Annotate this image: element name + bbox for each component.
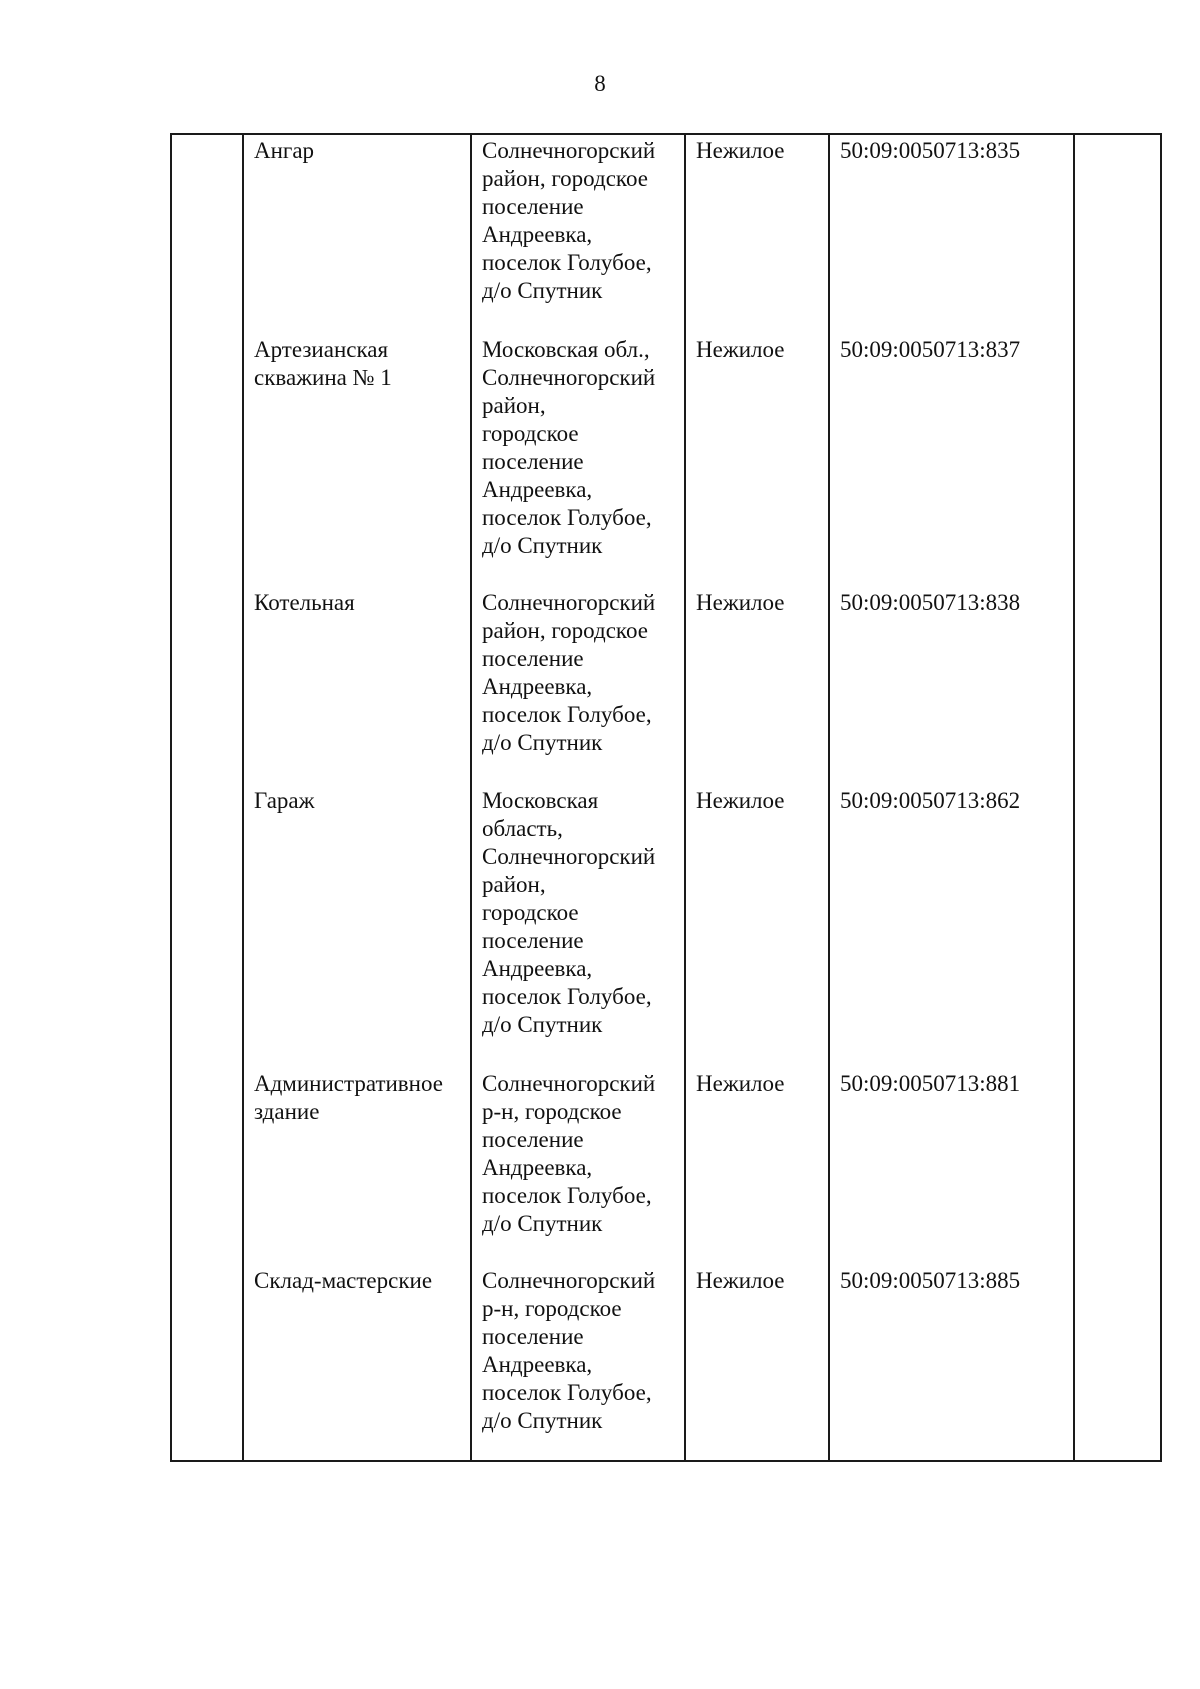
extra-cell bbox=[1074, 1068, 1161, 1265]
address-line: Солнечногорский bbox=[482, 365, 656, 390]
address-line: район, bbox=[482, 872, 546, 897]
address-line: поселение bbox=[482, 449, 584, 474]
cadastral-number: 50:09:0050713:835 bbox=[840, 138, 1021, 163]
object-type: Нежилое bbox=[696, 337, 785, 362]
row-number-cell bbox=[171, 785, 243, 1068]
address-line: Андреевка, bbox=[482, 477, 593, 502]
object-type: Нежилое bbox=[696, 138, 785, 163]
object-type-cell bbox=[685, 1265, 829, 1461]
row-number-cell bbox=[171, 134, 243, 334]
cadastral-cell bbox=[829, 134, 1074, 334]
cadastral-cell bbox=[829, 334, 1074, 587]
address-line: Солнечногорский bbox=[482, 590, 656, 615]
address-cell bbox=[471, 785, 685, 1068]
object-name-cell bbox=[243, 587, 471, 785]
address-cell bbox=[471, 134, 685, 334]
address-line: поселение bbox=[482, 1324, 584, 1349]
address-line: Андреевка, bbox=[482, 1352, 593, 1377]
address-line: поселение bbox=[482, 1127, 584, 1152]
address-line: Солнечногорский bbox=[482, 138, 656, 163]
object-type-cell bbox=[685, 1068, 829, 1265]
cadastral-cell bbox=[829, 1265, 1074, 1461]
address-line: д/о Спутник bbox=[482, 1012, 603, 1037]
extra-cell bbox=[1074, 587, 1161, 785]
table-row bbox=[171, 785, 1161, 1068]
object-name: Гараж bbox=[254, 788, 315, 813]
cadastral-number: 50:09:0050713:862 bbox=[840, 788, 1021, 813]
property-table bbox=[170, 133, 1162, 1462]
cadastral-cell bbox=[829, 785, 1074, 1068]
extra-cell bbox=[1074, 134, 1161, 334]
table-row bbox=[171, 134, 1161, 334]
address-cell bbox=[471, 334, 685, 587]
cadastral-cell bbox=[829, 587, 1074, 785]
address-line: поселок Голубое, bbox=[482, 1380, 652, 1405]
object-name-cell bbox=[243, 1265, 471, 1461]
address-line: Андреевка, bbox=[482, 1155, 593, 1180]
object-type-cell bbox=[685, 587, 829, 785]
address-line: Солнечногорский bbox=[482, 844, 656, 869]
address-line: городское bbox=[482, 421, 579, 446]
cadastral-number: 50:09:0050713:838 bbox=[840, 590, 1021, 615]
address-line: поселение bbox=[482, 646, 584, 671]
table-row bbox=[171, 587, 1161, 785]
table-row bbox=[171, 334, 1161, 587]
address-line: поселок Голубое, bbox=[482, 505, 652, 530]
object-name-cell bbox=[243, 785, 471, 1068]
address-cell bbox=[471, 1068, 685, 1265]
address-line: Московская bbox=[482, 788, 599, 813]
object-type: Нежилое bbox=[696, 788, 785, 813]
object-type-cell bbox=[685, 785, 829, 1068]
object-type: Нежилое bbox=[696, 1268, 785, 1293]
address-line: д/о Спутник bbox=[482, 1211, 603, 1236]
address-line: Андреевка, bbox=[482, 674, 593, 699]
cadastral-number: 50:09:0050713:885 bbox=[840, 1268, 1021, 1293]
extra-cell bbox=[1074, 1265, 1161, 1461]
object-name: Ангар bbox=[254, 138, 315, 163]
object-name: Склад-мастерские bbox=[254, 1268, 433, 1293]
extra-cell bbox=[1074, 334, 1161, 587]
address-line: Солнечногорский bbox=[482, 1268, 656, 1293]
address-line: Андреевка, bbox=[482, 956, 593, 981]
address-line: городское bbox=[482, 900, 579, 925]
address-line: область, bbox=[482, 816, 563, 841]
address-line: район, bbox=[482, 393, 546, 418]
address-line: район, городское bbox=[482, 618, 648, 643]
cadastral-number: 50:09:0050713:837 bbox=[840, 337, 1021, 362]
object-name-cell bbox=[243, 134, 471, 334]
address-line: р-н, городское bbox=[482, 1099, 622, 1124]
object-name: Артезианская скважина № 1 bbox=[254, 337, 392, 390]
row-number-cell bbox=[171, 1265, 243, 1461]
row-number-cell bbox=[171, 334, 243, 587]
address-line: поселок Голубое, bbox=[482, 250, 652, 275]
address-line: д/о Спутник bbox=[482, 533, 603, 558]
address-line: д/о Спутник bbox=[482, 1408, 603, 1433]
table-row bbox=[171, 1068, 1161, 1265]
address-cell bbox=[471, 1265, 685, 1461]
address-line: поселение bbox=[482, 928, 584, 953]
object-type-cell bbox=[685, 334, 829, 587]
cadastral-cell bbox=[829, 1068, 1074, 1265]
address-line: д/о Спутник bbox=[482, 278, 603, 303]
row-number-cell bbox=[171, 587, 243, 785]
object-name-cell bbox=[243, 1068, 471, 1265]
address-line: поселок Голубое, bbox=[482, 984, 652, 1009]
address-line: поселение bbox=[482, 194, 584, 219]
table-row bbox=[171, 1265, 1161, 1461]
address-line: Андреевка, bbox=[482, 222, 593, 247]
extra-cell bbox=[1074, 785, 1161, 1068]
address-line: Солнечногорский bbox=[482, 1071, 656, 1096]
address-line: район, городское bbox=[482, 166, 648, 191]
page-number: 8 bbox=[594, 71, 606, 96]
property-table-body bbox=[171, 134, 1161, 1461]
object-name: Административное здание bbox=[254, 1071, 443, 1124]
address-line: Московская обл., bbox=[482, 337, 650, 362]
cadastral-number: 50:09:0050713:881 bbox=[840, 1071, 1021, 1096]
object-type-cell bbox=[685, 134, 829, 334]
address-line: д/о Спутник bbox=[482, 730, 603, 755]
address-line: р-н, городское bbox=[482, 1296, 622, 1321]
object-type: Нежилое bbox=[696, 590, 785, 615]
object-type: Нежилое bbox=[696, 1071, 785, 1096]
row-number-cell bbox=[171, 1068, 243, 1265]
address-line: поселок Голубое, bbox=[482, 702, 652, 727]
object-name-cell bbox=[243, 334, 471, 587]
address-line: поселок Голубое, bbox=[482, 1183, 652, 1208]
object-name: Котельная bbox=[254, 590, 355, 615]
address-cell bbox=[471, 587, 685, 785]
